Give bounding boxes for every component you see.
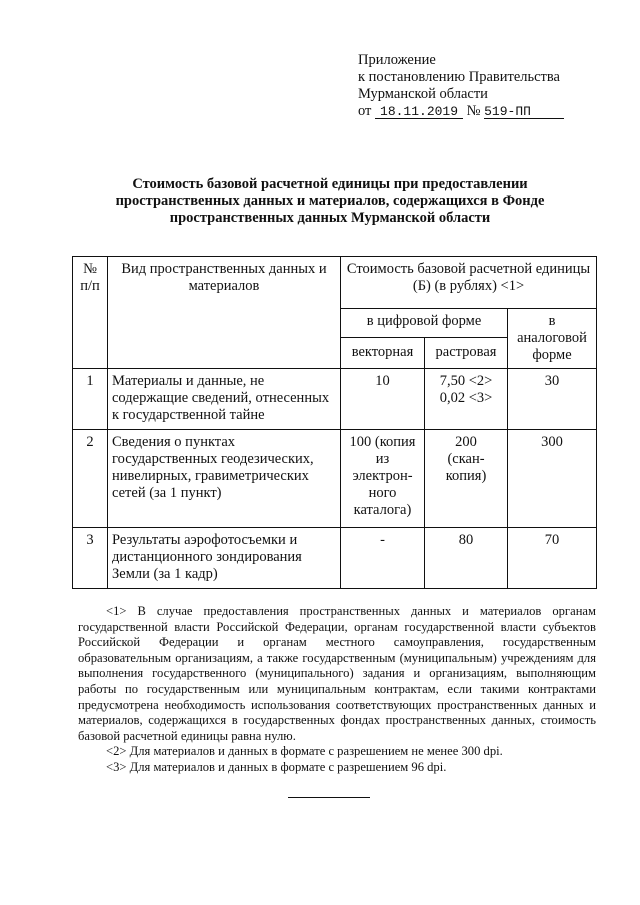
header-vector: векторная [341,337,425,368]
resolution-date: 18.11.2019 [375,105,463,119]
title-line-2: пространственных данных и материалов, содержащихся в Фонде [115,193,545,209]
row-type: Материалы и данные, не содержащие сведений, отнесенных к государственной тайне [108,369,341,430]
table-row [73,430,597,528]
row-vector: 10 [341,369,425,430]
table-header-row [73,257,597,309]
title-line-1: Стоимость базовой расчетной единицы при предоставлении [132,176,528,192]
header-analog: в аналоговой форме [508,309,597,369]
row-raster: 80 [425,528,508,589]
row-vector: 100 (копия из электрон-ного каталога) [341,430,425,528]
row-num: 1 [73,369,108,430]
appendix-header [358,52,564,120]
number-label: № [466,103,481,119]
row-type: Сведения о пунктах государственных геодезических, нивелирных, гравиметрических сетей (за 1 пункт) [108,430,341,528]
row-analog: 70 [508,528,597,589]
appendix-resolution: к постановлению Правительства [358,69,560,85]
title-line-3: пространственных данных Мурманской области [169,210,491,226]
document-title [80,176,580,227]
resolution-number: 519-ПП [484,105,564,119]
appendix-label: Приложение [358,52,436,68]
row-vector: - [341,528,425,589]
closing-rule [288,797,370,798]
appendix-region: Мурманской области [358,86,488,102]
footnote-1: <1> В случае предоставления пространственных данных и материалов органам государственной власти Российской Федерации, органам государственной власти субъектов Российской Федерации и органам местного самоуправления, государственным образовательным организациям, а также государственным (муниципальным) учреждениям для выполнения государственного (муниципального) задания и организациям, выполняющим работы по государственным или муниципальным контрактам, если такими контрактами предусмотрена необходимость использования соответствующих пространственных данных и материалов, содержащихся в государственных фондах пространственных данных, стоимость базовой расчетной единицы равна нулю. [78,604,596,743]
row-analog: 300 [508,430,597,528]
cost-table [72,256,597,589]
row-num: 3 [73,528,108,589]
footnotes [78,604,596,776]
header-digital: в цифровой форме [341,309,508,338]
appendix-date-line [358,103,564,120]
header-cost: Стоимость базовой расчетной единицы (Б) (в рублях) <1> [341,257,597,309]
footnote-3: <3> Для материалов и данных в формате с разрешением 96 dpi. [106,759,447,774]
row-type: Результаты аэрофотосъемки и дистанционного зондирования Земли (за 1 кадр) [108,528,341,589]
table-row [73,528,597,589]
from-label: от [358,103,372,119]
header-num: № п/п [73,257,108,369]
row-raster: 7,50 <2> 0,02 <3> [425,369,508,430]
row-raster: 200 (скан-копия) [425,430,508,528]
footnote-2: <2> Для материалов и данных в формате с разрешением не менее 300 dpi. [106,744,503,759]
row-num: 2 [73,430,108,528]
row-analog: 30 [508,369,597,430]
table-row [73,369,597,430]
header-raster: растровая [425,337,508,368]
header-type: Вид пространственных данных и материалов [108,257,341,369]
